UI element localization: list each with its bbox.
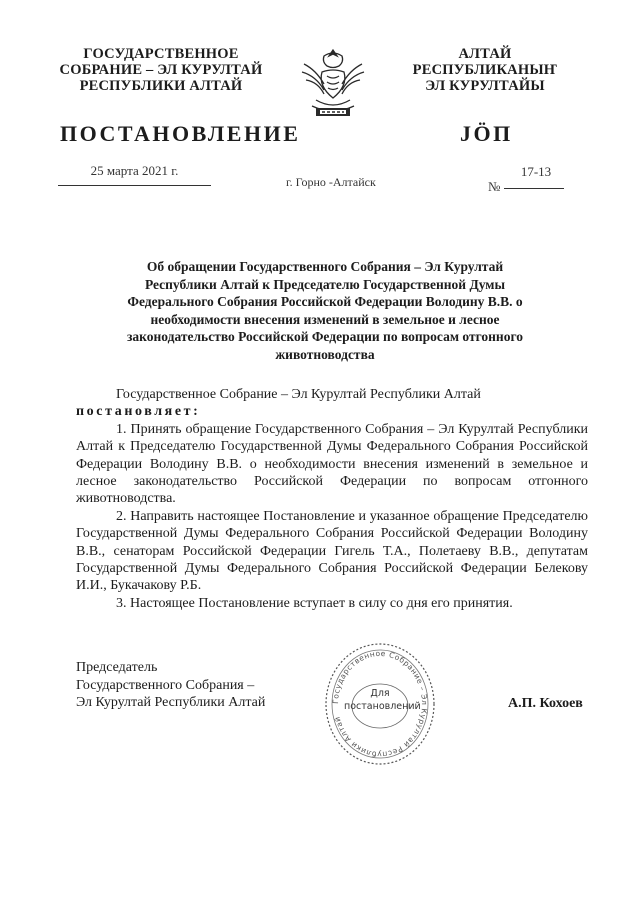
date-value: 25 марта 2021 г. [90, 163, 179, 178]
issuer-line: ЭЛ КУРУЛТАЙЫ [425, 78, 545, 94]
official-stamp [324, 642, 436, 766]
signatory-name: А.П. Кохоев [508, 696, 583, 711]
griffin-emblem-icon [294, 42, 372, 122]
place: г. Горно -Алтайск [286, 175, 376, 189]
item-3: 3. Настоящее Постановление вступает в силу со дня его принятия. [116, 595, 513, 611]
item-2: 2. Направить настоящее Постановление и указанное обращение Председателю Государственной Думы Федерального Собрания Российской Федерации Володину В.В., сенаторам Российской Федерации Гигель Т.А., Полетаеву В.В., депутатам Государственной Думы Федерального Собрания Российской Федерации Белекову И.И., Букачакову Р.Б. [76, 508, 588, 594]
document-title: Об обращении Государственного Собрания – Эл Курултай Республики Алтай к Председателю Государственной Думы Федерального Собрания Российской Федерации Володину В.В. о необходимости внесения изменений в земельное и лесное законодательство Российской Федерации по вопросам отгонного животноводства [126, 259, 524, 362]
position-line: Председатель [76, 660, 158, 675]
stamp-line: постановлений [344, 701, 421, 712]
position-line: Эл Курултай Республики Алтай [76, 695, 266, 711]
issuer-line: СОБРАНИЕ – ЭЛ КУРУЛТАЙ [59, 62, 263, 78]
issuer-line: ГОСУДАРСТВЕННОЕ [83, 46, 239, 62]
number-value: 17-13 [520, 164, 552, 179]
coat-of-arms-emblem [294, 42, 372, 122]
stamp-center-text [344, 687, 421, 713]
decree-paragraph [76, 403, 588, 420]
number-underline [504, 188, 564, 189]
issuer-name-russian [52, 46, 270, 94]
svg-text:Государственное Собрание – Эл: Государственное Собрание – Эл Курултай Республики Алтай [330, 648, 430, 760]
position-line: Государственного Собрания – [76, 677, 255, 693]
stamp-line: Для [370, 688, 390, 699]
issuer-name-altai [388, 46, 582, 94]
intro-text: Государственное Собрание – Эл Курултай Республики Алтай [116, 387, 481, 402]
document-body [76, 386, 588, 612]
issuer-line: АЛТАЙ РЕСПУБЛИКАНЫҤ [412, 46, 558, 78]
item-1: 1. Принять обращение Государственного Собрания – Эл Курултай Республики Алтай к Председателю Государственной Думы Федерального Собрания Российской Федерации Володину В.В. о необходимости внесения изменений в земельное и лесное законодательство Российской Федерации по вопросам отгонного животноводства. [76, 421, 588, 507]
doc-type-russian: ПОСТАНОВЛЕНИЕ [60, 121, 301, 146]
date-field [58, 163, 211, 182]
signatory-position [76, 659, 265, 712]
number-label: № [488, 179, 501, 194]
issuer-line: РЕСПУБЛИКИ АЛТАЙ [79, 78, 243, 94]
date-underline [58, 185, 211, 186]
decree-word: постановляет: [76, 404, 201, 420]
doc-type-altai: ЈӦП [460, 121, 513, 146]
intro-paragraph [76, 386, 588, 403]
